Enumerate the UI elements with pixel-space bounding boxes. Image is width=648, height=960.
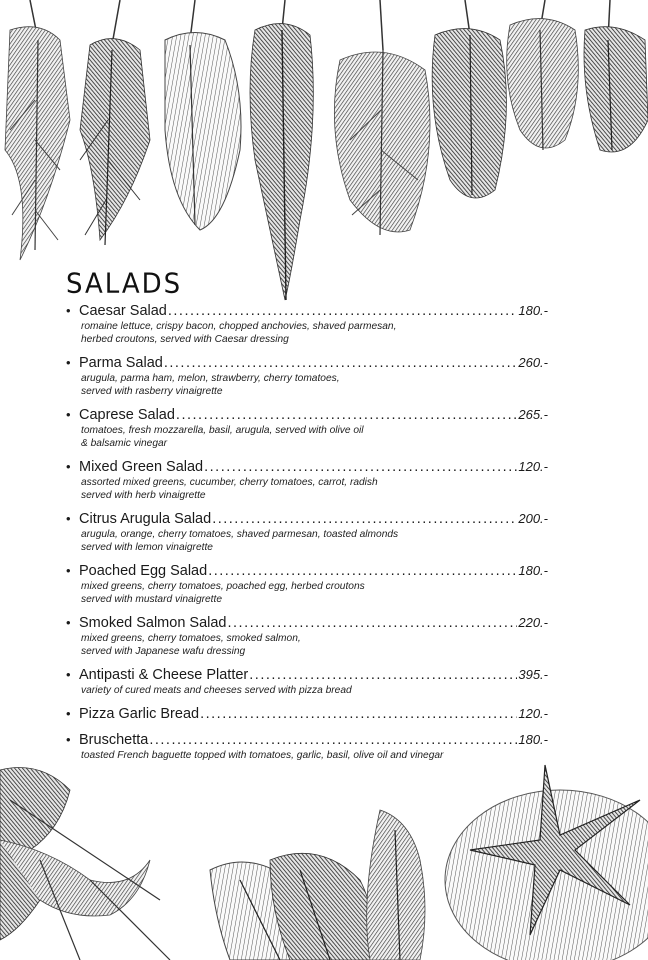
bullet-icon: • [66,407,71,422]
dot-leader [149,731,517,749]
item-price: 265.- [518,407,548,422]
menu-item-row [66,302,548,320]
menu-item-row [66,666,548,684]
dot-leader [176,406,517,424]
item-description: toasted French baguette topped with tomatoes, garlic, basil, olive oil and vinegar [81,750,444,761]
menu-item [66,406,548,450]
item-price: 395.- [518,667,548,682]
dot-leader [228,614,518,632]
item-name: Bruschetta [79,732,149,748]
item-name: Antipasti & Cheese Platter [79,667,249,683]
dot-leader [249,666,517,684]
menu-item [66,510,548,554]
item-price: 180.- [518,732,548,747]
item-price: 200.- [518,511,548,526]
bullet-icon: • [66,667,71,682]
menu-item-row [66,510,548,528]
item-name: Mixed Green Salad [79,459,204,475]
item-name: Pizza Garlic Bread [79,706,200,722]
item-description: served with rasberry vinaigrette [81,386,223,397]
menu-item [66,731,548,762]
menu-item-row [66,562,548,580]
item-price: 120.- [518,459,548,474]
item-price: 120.- [518,706,548,721]
item-name: Citrus Arugula Salad [79,511,212,527]
item-description: served with lemon vinaigrette [81,542,213,553]
dot-leader [164,354,518,372]
item-description: mixed greens, cherry tomatoes, poached egg, herbed croutons [81,581,365,592]
menu-item [66,354,548,398]
bullet-icon: • [66,706,71,721]
bullet-icon: • [66,355,71,370]
menu-item [66,562,548,606]
item-description: arugula, parma ham, melon, strawberry, cherry tomatoes, [81,373,340,384]
item-description: assorted mixed greens, cucumber, cherry tomatoes, carrot, radish [81,477,378,488]
item-price: 260.- [518,355,548,370]
item-description: herbed croutons, served with Caesar dressing [81,334,289,345]
dot-leader [212,510,517,528]
parsley-illustration [0,768,170,960]
menu-item-row [66,406,548,424]
dot-leader [204,458,517,476]
item-name: Poached Egg Salad [79,563,208,579]
item-description: served with herb vinaigrette [81,490,206,501]
item-description: tomatoes, fresh mozzarella, basil, arugula, served with olive oil [81,425,364,436]
dot-leader [168,302,518,320]
item-name: Parma Salad [79,355,163,371]
item-name: Smoked Salmon Salad [79,615,227,631]
item-description: served with mustard vinaigrette [81,594,222,605]
tomato-illustration [445,765,648,960]
item-price: 220.- [518,615,548,630]
menu-item-row [66,458,548,476]
bullet-icon: • [66,511,71,526]
bullet-icon: • [66,459,71,474]
item-description: variety of cured meats and cheeses served with pizza bread [81,685,352,696]
menu-item [66,614,548,658]
bullet-icon: • [66,303,71,318]
menu-item [66,705,548,723]
hanging-herbs-illustration [5,0,648,300]
item-price: 180.- [518,563,548,578]
dot-leader [200,705,517,723]
bullet-icon: • [66,563,71,578]
menu-item-row [66,354,548,372]
item-price: 180.- [518,303,548,318]
arugula-illustration [210,810,425,960]
bullet-icon: • [66,732,71,747]
menu-item-row [66,705,548,723]
menu-item [66,302,548,346]
item-description: & balsamic vinegar [81,438,168,449]
item-name: Caprese Salad [79,407,175,423]
item-description: romaine lettuce, crispy bacon, chopped anchovies, shaved parmesan, [81,321,397,332]
menu-list [66,302,548,770]
menu-item [66,458,548,502]
bullet-icon: • [66,615,71,630]
item-description: arugula, orange, cherry tomatoes, shaved parmesan, toasted almonds [81,529,399,540]
menu-item [66,666,548,697]
menu-item-row [66,731,548,749]
section-title: SALADS [66,268,183,301]
menu-item-row [66,614,548,632]
item-description: mixed greens, cherry tomatoes, smoked salmon, [81,633,301,644]
item-name: Caesar Salad [79,303,167,319]
item-description: served with Japanese wafu dressing [81,646,246,657]
dot-leader [208,562,517,580]
